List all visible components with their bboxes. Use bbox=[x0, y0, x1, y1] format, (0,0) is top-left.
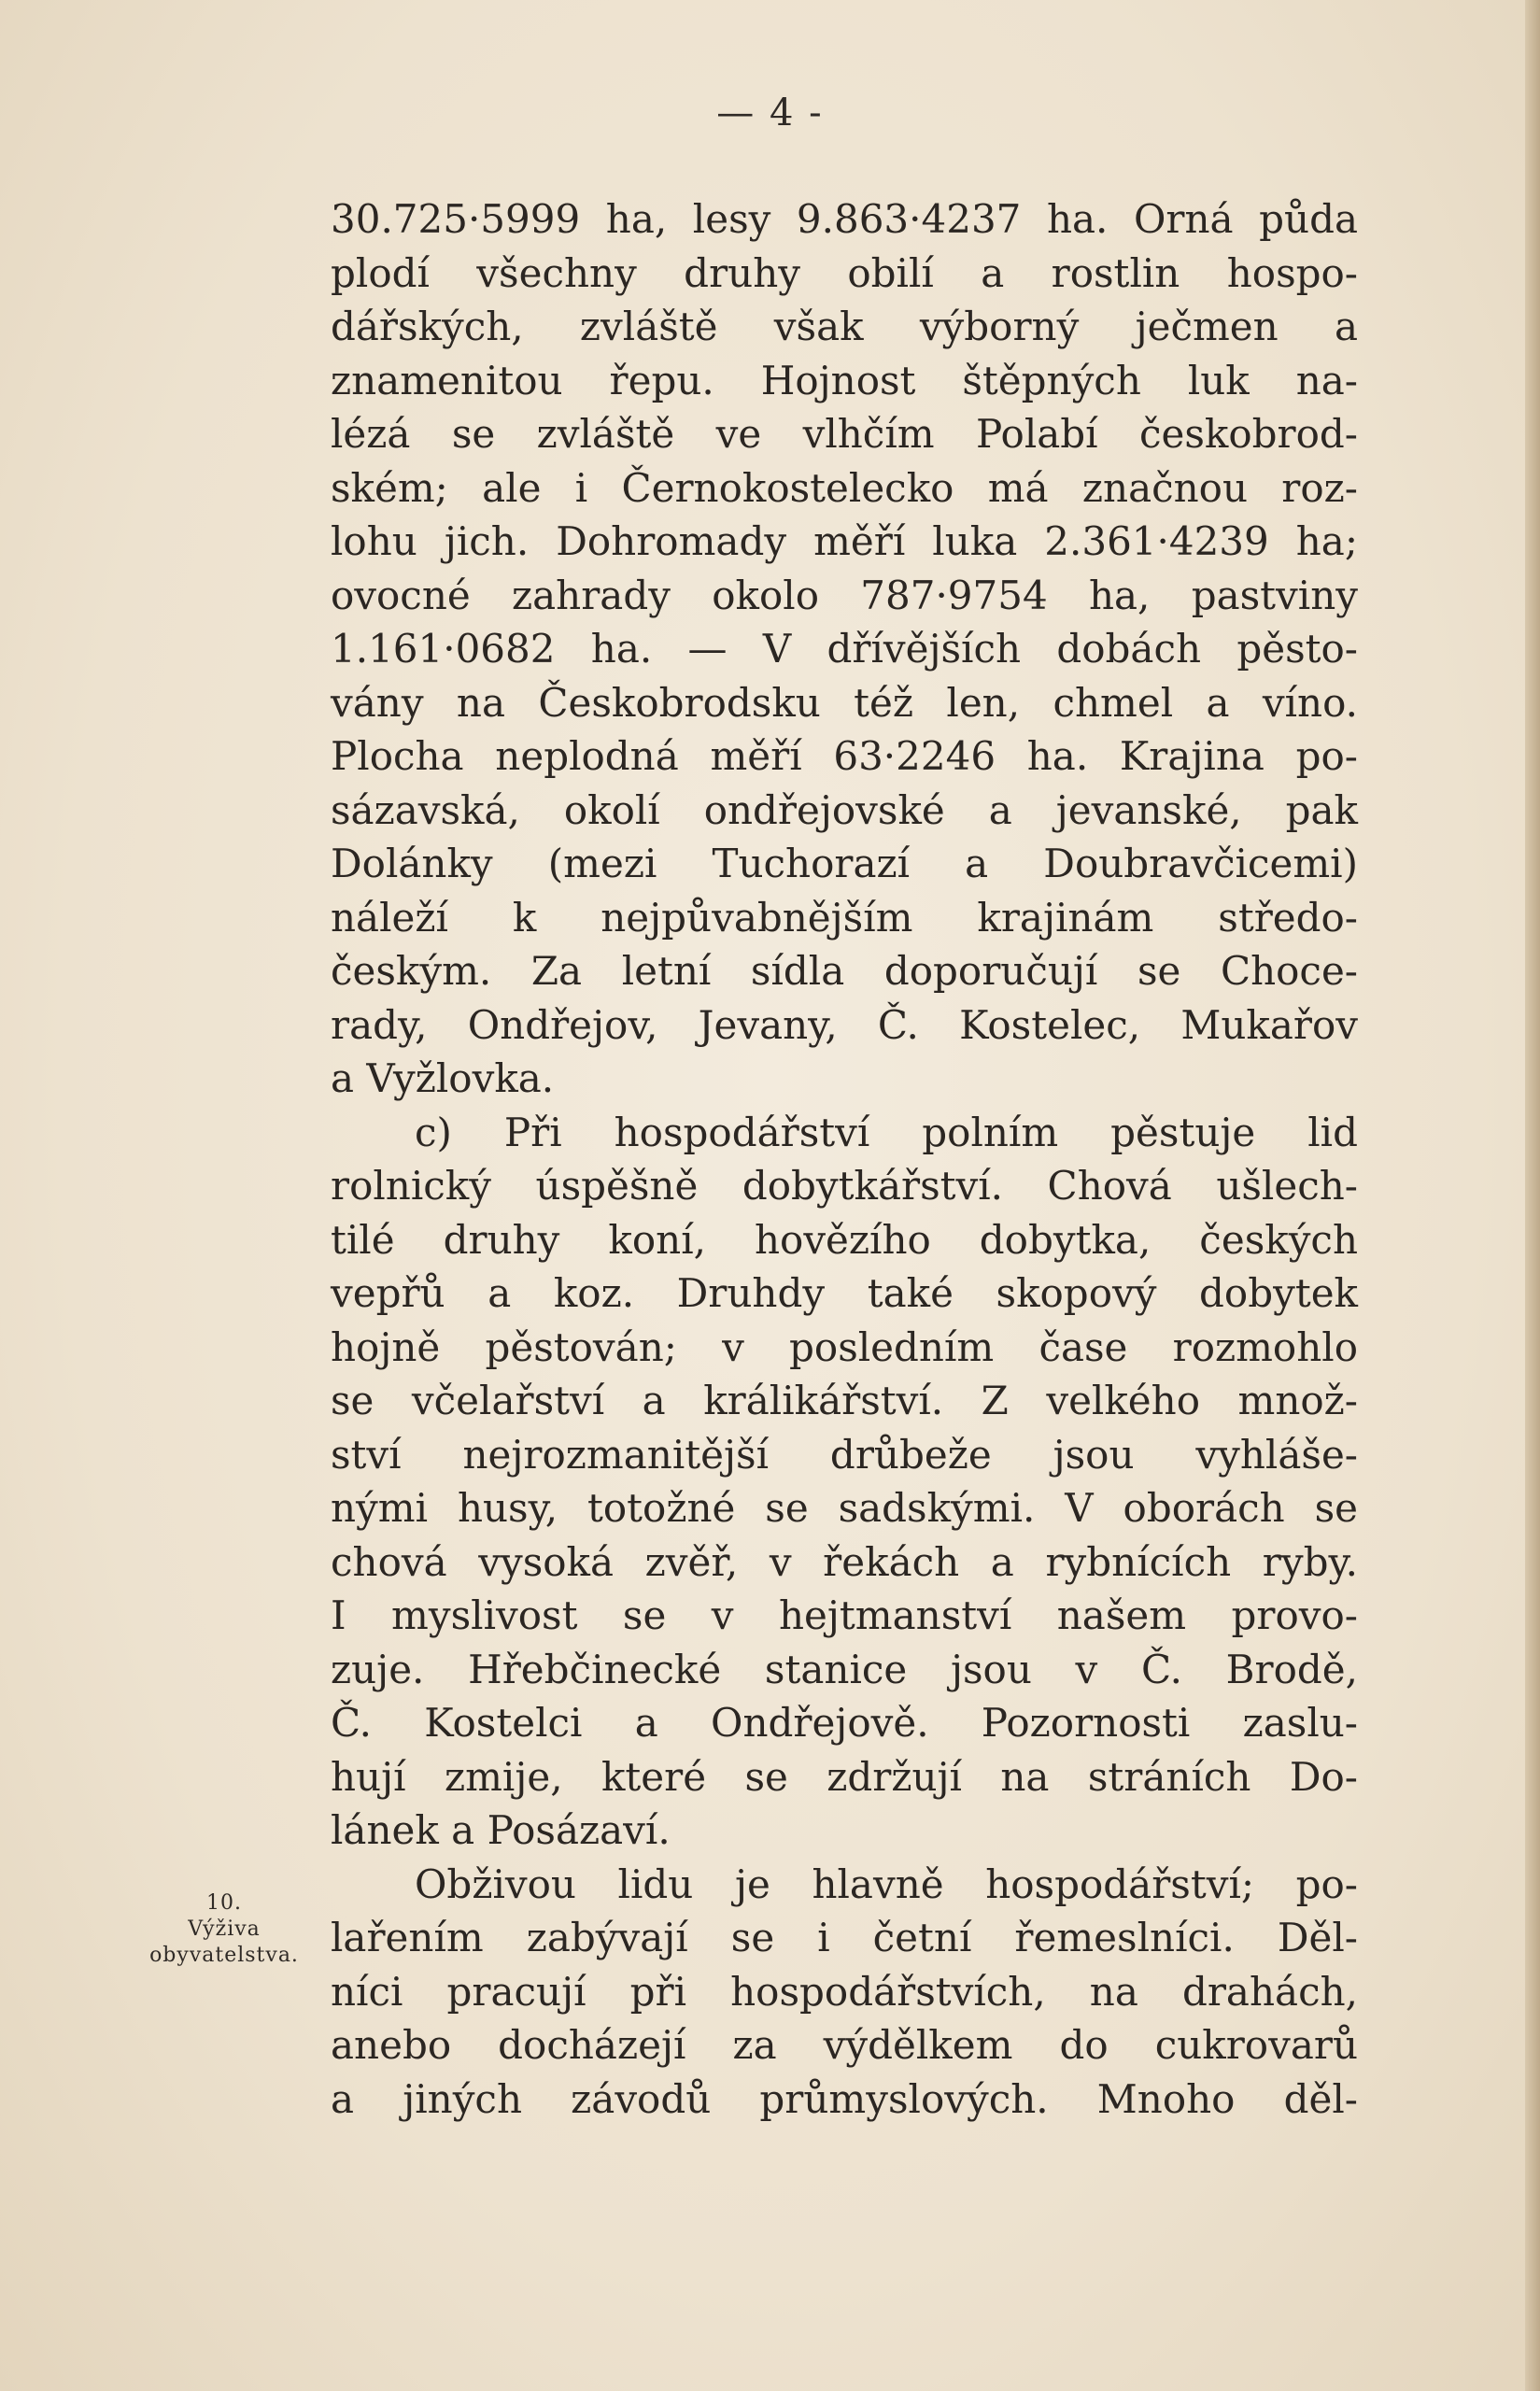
text-line: vány na Českobrodsku též len, chmel a víno. bbox=[331, 679, 1358, 726]
marginal-note-number: 10. bbox=[206, 1891, 242, 1915]
marginal-note-line: Výživa bbox=[188, 1917, 261, 1941]
text-line: I myslivost se v hejtmanství našem provo- bbox=[331, 1592, 1358, 1638]
text-line: rolnický úspěšně dobytkářství. Chová ušlech- bbox=[331, 1163, 1358, 1209]
text-line: tilé druhy koní, hovězího dobytka, českých bbox=[331, 1216, 1358, 1263]
page-edge bbox=[1525, 0, 1540, 2391]
text-line: rady, Ondřejov, Jevany, Č. Kostelec, Mukařov bbox=[331, 1001, 1358, 1048]
text-line: Plocha neplodná měří 63·2246 ha. Krajina po- bbox=[331, 733, 1358, 779]
text-line: plodí všechny druhy obilí a rostlin hospo- bbox=[331, 249, 1358, 296]
text-line: nými husy, totožné se sadskými. V oborách se bbox=[331, 1485, 1358, 1531]
text-line: a Vyžlovka. bbox=[331, 1055, 555, 1101]
text-line: ském; ale i Černokostelecko má značnou roz- bbox=[331, 464, 1358, 511]
text-line: se včelařství a králikářství. Z velkého množ- bbox=[331, 1378, 1358, 1423]
text-line: Č. Kostelci a Ondřejově. Pozornosti zaslu- bbox=[331, 1700, 1358, 1746]
text-line: lohu jich. Dohromady měří luka 2.361·4239 ha; bbox=[331, 518, 1358, 564]
text-line: c) Při hospodářství polním pěstuje lid bbox=[415, 1109, 1358, 1155]
text-line: ství nejrozmanitější drůbeže jsou vyhláše- bbox=[331, 1431, 1358, 1478]
text-line: 1.161·0682 ha. — V dřívějších dobách pěsto- bbox=[331, 626, 1358, 672]
text-line: Obživou lidu je hlavně hospodářství; po- bbox=[415, 1860, 1358, 1907]
marginal-note-line: obyvatelstva. bbox=[149, 1944, 299, 1967]
text-line: 30.725·5999 ha, lesy 9.863·4237 ha. Orná půda bbox=[331, 196, 1358, 242]
text-line: chová vysoká zvěř, v řekách a rybnících ryby. bbox=[331, 1538, 1358, 1585]
marginal-note bbox=[112, 1890, 336, 1969]
text-line: ovocné zahrady okolo 787·9754 ha, pastviny bbox=[331, 572, 1358, 618]
body-text bbox=[331, 192, 1358, 2126]
text-line: náleží k nejpůvabnějším krajinám středo- bbox=[331, 894, 1358, 941]
text-line: českým. Za letní sídla doporučují se Choce- bbox=[331, 948, 1358, 994]
page-number: — 4 - bbox=[716, 92, 824, 134]
text-line: Dolánky (mezi Tuchorazí a Doubravčicemi) bbox=[331, 841, 1358, 886]
text-line: lézá se zvláště ve vlhčím Polabí českobrod- bbox=[331, 411, 1358, 457]
text-line: níci pracují při hospodářstvích, na drahách, bbox=[331, 1968, 1358, 2015]
text-line: znamenitou řepu. Hojnost štěpných luk na- bbox=[331, 357, 1358, 403]
text-line: lařením zabývají se i četní řemeslníci. Děl- bbox=[331, 1915, 1358, 1960]
text-line: sázavská, okolí ondřejovské a jevanské, pak bbox=[331, 786, 1358, 833]
text-line: lánek a Posázaví. bbox=[331, 1807, 671, 1853]
text-line: a jiných závodů průmyslových. Mnoho děl- bbox=[331, 2075, 1358, 2122]
text-line: hojně pěstován; v posledním čase rozmohlo bbox=[331, 1323, 1358, 1370]
text-line: vepřů a koz. Druhdy také skopový dobytek bbox=[331, 1270, 1358, 1316]
text-line: anebo docházejí za výdělkem do cukrovarů bbox=[331, 2022, 1358, 2068]
text-line: dářských, zvláště však výborný ječmen a bbox=[331, 304, 1358, 349]
text-line: hují zmije, které se zdržují na stráních Do- bbox=[331, 1753, 1358, 1800]
text-line: zuje. Hřebčinecké stanice jsou v Č. Brodě, bbox=[331, 1646, 1358, 1692]
